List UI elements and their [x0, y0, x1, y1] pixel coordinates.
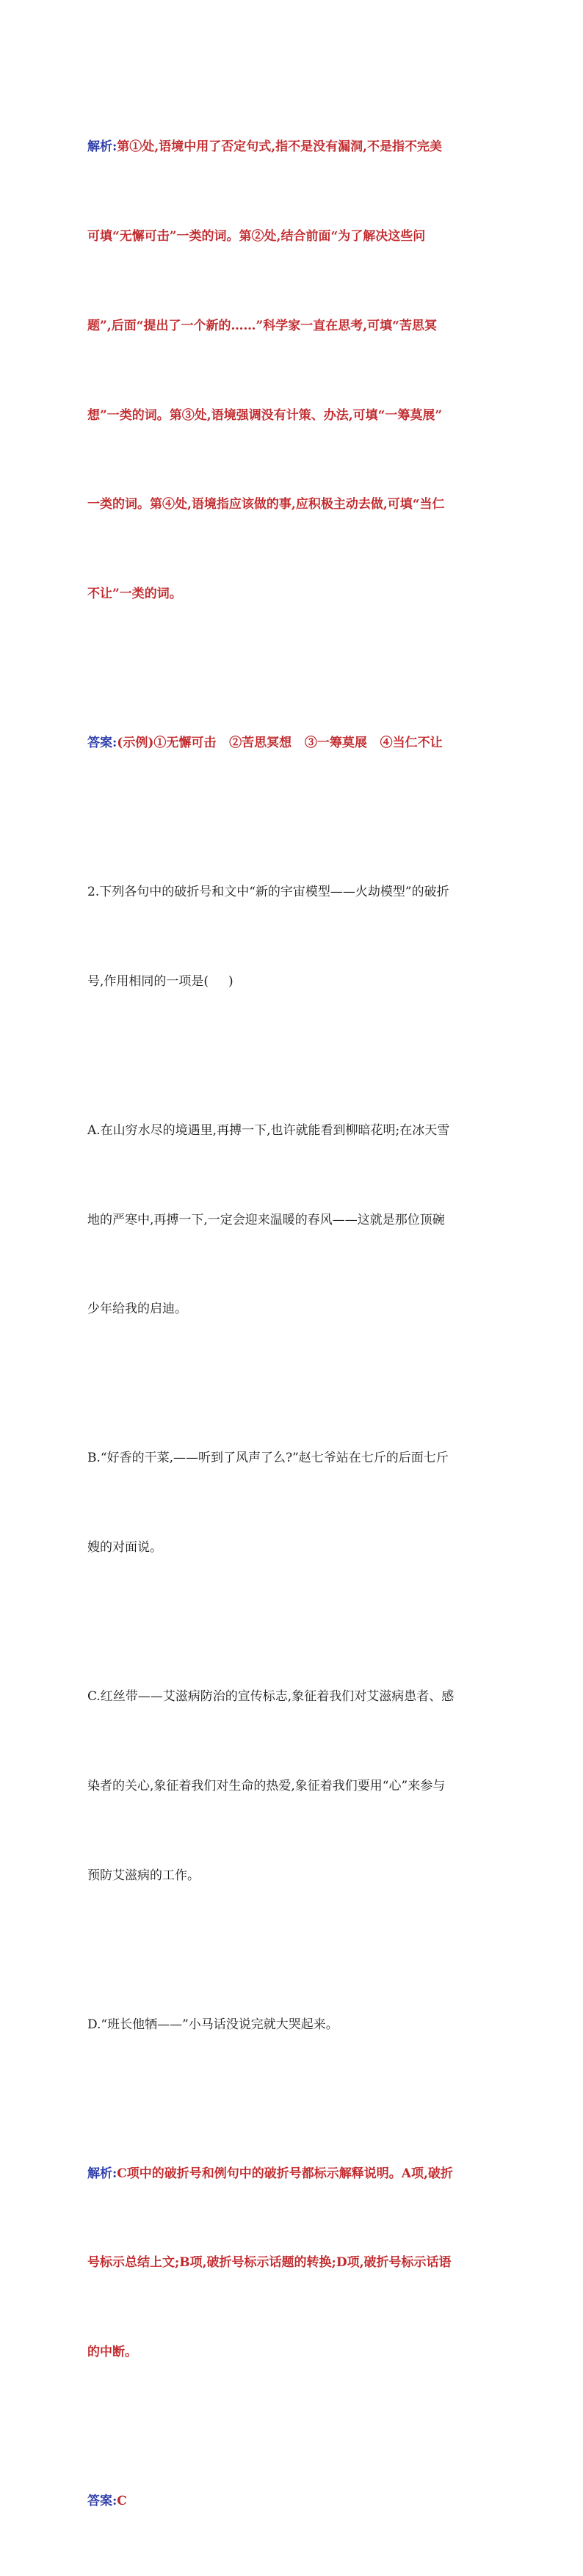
document-page: [87, 73, 500, 2576]
analysis-1-line-5: 一类的词。第④处,语境指应该做的事,应积极主动去做,可填“当仁: [87, 497, 445, 512]
analysis-2-label: 解析:: [87, 2166, 117, 2181]
analysis-2-line-2: 号标示总结上文;B项,破折号标示话题的转换;D项,破折号标示话语: [87, 2255, 452, 2271]
analysis-1-line-3: 题”,后面“提出了一个新的……”科学家一直在思考,可填“苦思冥: [87, 318, 437, 333]
analysis-1-line-6: 不让”一类的词。: [87, 587, 182, 602]
option-d-line-1: D.“班长他牺——”小马话没说完就大哭起来。: [87, 2017, 338, 2032]
analysis-2-line-3: 的中断。: [87, 2345, 137, 2360]
answer-1-text: (示例)①无懈可击 ②苦思冥想 ③一筹莫展 ④当仁不让: [117, 736, 443, 751]
option-d: [87, 1950, 500, 2099]
analysis-1-line-4: 想”一类的词。第③处,语境强调没有计策、办法,可填“一筹莫展”: [87, 407, 443, 423]
analysis-1: [87, 73, 500, 669]
option-c-line-3: 预防艾滋病的工作。: [87, 1868, 200, 1883]
analysis-2: [87, 2099, 500, 2427]
analysis-2-line-1: C项中的破折号和例句中的破折号都标示解释说明。A项,破折: [117, 2166, 453, 2181]
question-2: [87, 818, 500, 1056]
option-a: [87, 1056, 500, 1385]
answer-2: [87, 2427, 500, 2576]
option-b: [87, 1384, 500, 1622]
answer-1: [87, 669, 500, 818]
option-a-line-3: 少年给我的启迪。: [87, 1302, 187, 1317]
option-a-line-1: A.在山穷水尽的境遇里,再搏一下,也许就能看到柳暗花明;在冰天雪: [87, 1122, 450, 1138]
analysis-1-line-1: 第①处,语境中用了否定句式,指不是没有漏洞,不是指不完美: [117, 139, 443, 155]
option-b-line-1: B.“好香的干菜,——听到了风声了么?”赵七爷站在七斤的后面七斤: [87, 1451, 449, 1466]
option-a-line-2: 地的严寒中,再搏一下,一定会迎来温暖的春风——这就是那位顶碗: [87, 1212, 445, 1227]
analysis-1-label: 解析:: [87, 139, 117, 155]
analysis-1-line-2: 可填“无懈可击”一类的词。第②处,结合前面“为了解决这些问: [87, 228, 426, 244]
option-b-line-2: 嫂的对面说。: [87, 1540, 162, 1556]
question-2-line-1: 2.下列各句中的破折号和文中“新的宇宙模型——火劫模型”的破折: [87, 885, 449, 900]
question-2-line-2: 号,作用相同的一项是( ): [87, 973, 233, 989]
option-c-line-2: 染者的关心,象征着我们对生命的热爱,象征着我们要用“心”来参与: [87, 1778, 446, 1793]
answer-1-label: 答案:: [87, 736, 117, 751]
option-c-line-1: C.红丝带——艾滋病防治的宣传标志,象征着我们对艾滋病患者、感: [87, 1689, 455, 1705]
answer-2-label: 答案:: [87, 2494, 117, 2509]
option-c: [87, 1622, 500, 1951]
answer-2-text: C: [117, 2494, 127, 2509]
